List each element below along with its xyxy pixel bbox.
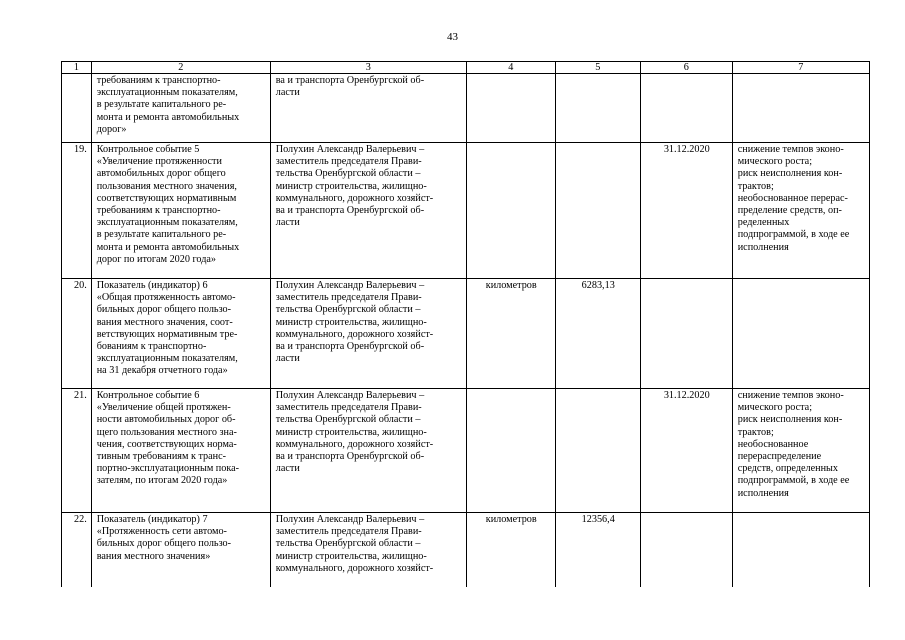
- responsible-person: Полухин Александр Валерьевич – заместитель председателя Прави- тельства Оренбургской области – министр строительства, жилищно- коммунального, дорожного хозяйст- ва и транспорта Оренбургской об- ласти: [270, 389, 466, 513]
- value-cell: 12356,4: [555, 513, 640, 587]
- date-cell: 31.12.2020: [640, 389, 732, 513]
- item-description: Показатель (индикатор) 7 «Протяженность сети автомо- бильных дорог общего пользо- вания местного значения»: [91, 513, 270, 587]
- row-number: 21.: [62, 389, 92, 513]
- value-cell: [555, 389, 640, 513]
- unit-cell: [466, 389, 555, 513]
- responsible-person: Полухин Александр Валерьевич – заместитель председателя Прави- тельства Оренбургской области – министр строительства, жилищно- коммунального, дорожного хозяйст- ва и транспорта Оренбургской об- ласти: [270, 279, 466, 389]
- column-header: 1: [62, 62, 92, 74]
- unit-cell: километров: [466, 513, 555, 587]
- column-header: 4: [466, 62, 555, 74]
- value-cell: [555, 74, 640, 143]
- program-table: [61, 61, 870, 587]
- item-description: Контрольное событие 5 «Увеличение протяженности автомобильных дорог общего пользования местного значения, соответствующих нормативным требованиям к транспортно- эксплуатационным показателям, в результате капитального ре- монта и ремонта автомобильных дорог по итогам 2020 года»: [91, 143, 270, 279]
- unit-cell: [466, 143, 555, 279]
- risk-cell: снижение темпов эконо- мического роста; риск неисполнения кон- трактов; необоснованное перераспределение средств, определенных подпрограммой, в ходе ее исполнения: [732, 389, 869, 513]
- unit-cell: [466, 74, 555, 143]
- column-header: 2: [91, 62, 270, 74]
- table-row: [62, 279, 870, 389]
- item-description: требованиям к транспортно- эксплуатационным показателям, в результате капитального ре- монта и ремонта автомобильных дорог»: [91, 74, 270, 143]
- date-cell: [640, 513, 732, 587]
- column-header: 7: [732, 62, 869, 74]
- responsible-person: Полухин Александр Валерьевич – заместитель председателя Прави- тельства Оренбургской области – министр строительства, жилищно- коммунального, дорожного хозяйст- ва и транспорта Оренбургской об- ласти: [270, 143, 466, 279]
- table-header-row: [62, 62, 870, 74]
- date-cell: [640, 279, 732, 389]
- column-header: 5: [555, 62, 640, 74]
- table-row: [62, 74, 870, 143]
- risk-cell: [732, 74, 869, 143]
- column-header: 3: [270, 62, 466, 74]
- page-number: 43: [447, 31, 458, 43]
- table-row: [62, 389, 870, 513]
- table-row: [62, 513, 870, 587]
- risk-cell: снижение темпов эконо- мического роста; риск неисполнения кон- трактов; необоснованное перерас- пределение средств, оп- ределенных подпрограммой, в ходе ее исполнения: [732, 143, 869, 279]
- table-row: [62, 143, 870, 279]
- date-cell: 31.12.2020: [640, 143, 732, 279]
- column-header: 6: [640, 62, 732, 74]
- risk-cell: [732, 513, 869, 587]
- row-number: 19.: [62, 143, 92, 279]
- value-cell: [555, 143, 640, 279]
- responsible-person: Полухин Александр Валерьевич – заместитель председателя Прави- тельства Оренбургской области – министр строительства, жилищно- коммунального, дорожного хозяйст-: [270, 513, 466, 587]
- unit-cell: километров: [466, 279, 555, 389]
- item-description: Контрольное событие 6 «Увеличение общей протяжен- ности автомобильных дорог об- щего пользования местного зна- чения, соответствующих норма- тивным требованиям к транс- портно-эксплуатационным пока- зателям, по итогам 2020 года»: [91, 389, 270, 513]
- row-number: 20.: [62, 279, 92, 389]
- item-description: Показатель (индикатор) 6 «Общая протяженность автомо- бильных дорог общего пользо- вания местного значения, соот- ветствующих нормативным тре- бованиям к транспортно- эксплуатационным показателям, на 31 декабря отчетного года»: [91, 279, 270, 389]
- responsible-person: ва и транспорта Оренбургской об- ласти: [270, 74, 466, 143]
- row-number: [62, 74, 92, 143]
- row-number: 22.: [62, 513, 92, 587]
- value-cell: 6283,13: [555, 279, 640, 389]
- risk-cell: [732, 279, 869, 389]
- date-cell: [640, 74, 732, 143]
